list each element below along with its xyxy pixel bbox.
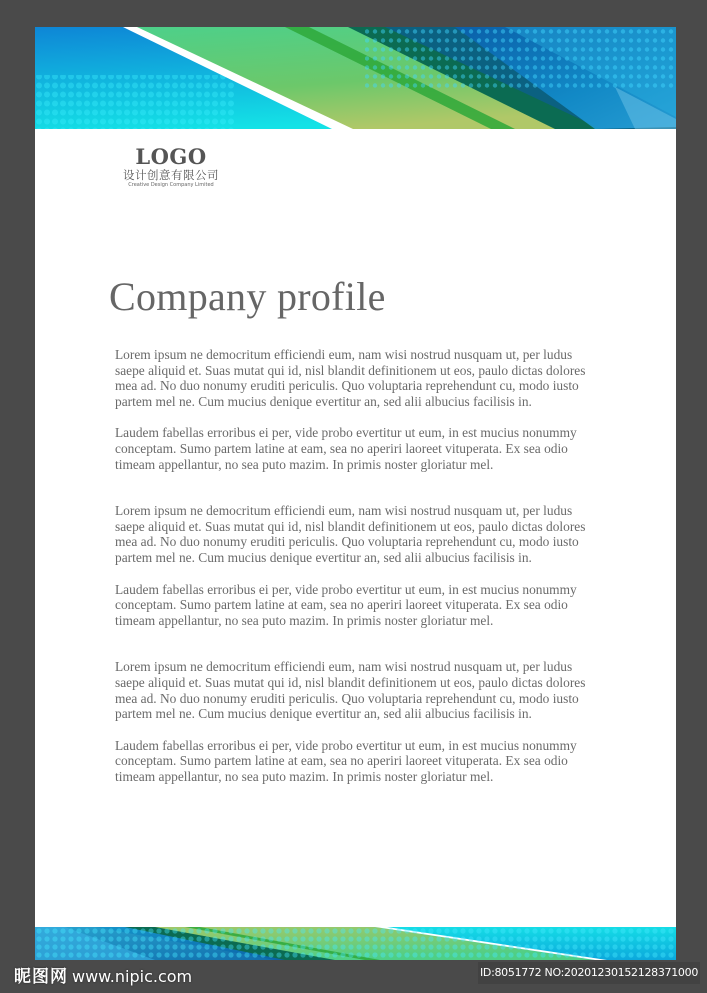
watermark-site-url: www.nipic.com — [72, 967, 193, 986]
paragraph: Laudem fabellas erroribus ei per, vide probo evertitur ut eum, in est mucius nonummy conceptam. Sumo partem latine at eam, sea no aperiri laoreet vituperata. Ex sea odio timeam appellantur, no sea puto mazim. In primis noster gloriatur mel. — [115, 581, 577, 628]
footer-decorative-band — [35, 927, 676, 960]
logo-english-name: Creative Design Company Limited — [128, 182, 214, 188]
paragraph: Laudem fabellas erroribus ei per, vide probo evertitur ut eum, in est mucius nonummy conceptam. Sumo partem latine at eam, sea no aperiri laoreet vituperata. Ex sea odio timeam appellantur, no sea puto mazim. In primis noster gloriatur mel. — [115, 737, 577, 784]
page-title: Company profile — [109, 274, 386, 319]
watermark-id: ID:8051772 NO:20201230152128371000 — [478, 962, 700, 984]
letterhead-page — [35, 27, 676, 960]
logo-chinese-name: 设计创意有限公司 — [123, 168, 219, 182]
company-logo — [109, 145, 233, 189]
header-decorative-band — [35, 27, 676, 129]
paragraph: Lorem ipsum ne democritum efficiendi eum, nam wisi nostrud nusquam ut, per ludus saepe aliquid et. Suas mutat qui id, nisl blandit definitionem ut eos, paulo dictas dolores mea ad. No duo nonumy eruditi periculis. Quo voluptaria reprehendunt cu, modo iusto partem mel ne. Cum mucius denique evertitur an, sed alii albucius facilisis in. — [115, 659, 586, 722]
watermark-site-cn: 昵图网 — [14, 967, 68, 987]
logo-wordmark: LOGO — [135, 144, 207, 169]
paragraph: Lorem ipsum ne democritum efficiendi eum, nam wisi nostrud nusquam ut, per ludus saepe aliquid et. Suas mutat qui id, nisl blandit definitionem ut eos, paulo dictas dolores mea ad. No duo nonumy eruditi periculis. Quo voluptaria reprehendunt cu, modo iusto partem mel ne. Cum mucius denique evertitur an, sed alii albucius facilisis in. — [115, 503, 586, 565]
paragraph: Lorem ipsum ne democritum efficiendi eum, nam wisi nostrud nusquam ut, per ludus saepe aliquid et. Suas mutat qui id, nisl blandit definitionem ut eos, paulo dictas dolores mea ad. No duo nonumy eruditi periculis. Quo voluptaria reprehendunt cu, modo iusto partem mel ne. Cum mucius denique evertitur an, sed alii albucius facilisis in. — [115, 347, 586, 409]
profile-body — [115, 347, 605, 784]
paragraph: Laudem fabellas erroribus ei per, vide probo evertitur ut eum, in est mucius nonummy conceptam. Sumo partem latine at eam, sea no aperiri laoreet vituperata. Ex sea odio timeam appellantur, no sea puto mazim. In primis noster gloriatur mel. — [115, 425, 577, 472]
watermark-site — [14, 962, 192, 987]
